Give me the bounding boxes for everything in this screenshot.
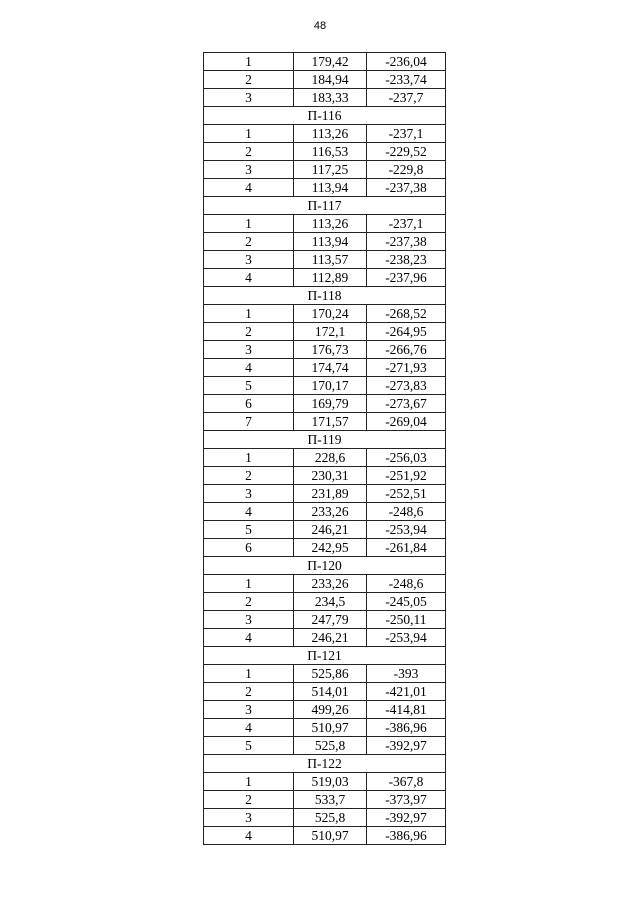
table-row	[204, 89, 446, 107]
section-header-row	[204, 287, 446, 305]
x-coordinate-cell: 514,01	[294, 683, 367, 701]
y-coordinate-cell: -273,83	[367, 377, 446, 395]
point-number-cell: 1	[204, 53, 294, 71]
point-number-cell: 3	[204, 701, 294, 719]
point-number-cell: 3	[204, 89, 294, 107]
point-number-cell: 5	[204, 737, 294, 755]
y-coordinate-cell: -269,04	[367, 413, 446, 431]
y-coordinate-cell: -245,05	[367, 593, 446, 611]
x-coordinate-cell: 519,03	[294, 773, 367, 791]
x-coordinate-cell: 113,26	[294, 215, 367, 233]
table-row	[204, 359, 446, 377]
x-coordinate-cell: 113,94	[294, 233, 367, 251]
x-coordinate-cell: 246,21	[294, 521, 367, 539]
x-coordinate-cell: 533,7	[294, 791, 367, 809]
section-title: П-118	[204, 287, 446, 305]
y-coordinate-cell: -237,38	[367, 233, 446, 251]
table-row	[204, 341, 446, 359]
table-row	[204, 53, 446, 71]
point-number-cell: 2	[204, 467, 294, 485]
y-coordinate-cell: -393	[367, 665, 446, 683]
point-number-cell: 3	[204, 251, 294, 269]
x-coordinate-cell: 170,24	[294, 305, 367, 323]
y-coordinate-cell: -237,96	[367, 269, 446, 287]
table-row	[204, 611, 446, 629]
table-row	[204, 791, 446, 809]
table-row	[204, 593, 446, 611]
point-number-cell: 6	[204, 395, 294, 413]
x-coordinate-cell: 113,94	[294, 179, 367, 197]
point-number-cell: 4	[204, 827, 294, 845]
table-row	[204, 233, 446, 251]
point-number-cell: 1	[204, 665, 294, 683]
point-number-cell: 6	[204, 539, 294, 557]
section-title: П-116	[204, 107, 446, 125]
x-coordinate-cell: 179,42	[294, 53, 367, 71]
y-coordinate-cell: -236,04	[367, 53, 446, 71]
table-row	[204, 251, 446, 269]
x-coordinate-cell: 184,94	[294, 71, 367, 89]
table-row	[204, 503, 446, 521]
point-number-cell: 2	[204, 683, 294, 701]
x-coordinate-cell: 233,26	[294, 503, 367, 521]
point-number-cell: 5	[204, 377, 294, 395]
point-number-cell: 1	[204, 305, 294, 323]
table-row	[204, 719, 446, 737]
point-number-cell: 2	[204, 593, 294, 611]
y-coordinate-cell: -237,1	[367, 215, 446, 233]
x-coordinate-cell: 116,53	[294, 143, 367, 161]
x-coordinate-cell: 113,57	[294, 251, 367, 269]
y-coordinate-cell: -386,96	[367, 719, 446, 737]
x-coordinate-cell: 247,79	[294, 611, 367, 629]
x-coordinate-cell: 510,97	[294, 719, 367, 737]
x-coordinate-cell: 172,1	[294, 323, 367, 341]
x-coordinate-cell: 234,5	[294, 593, 367, 611]
y-coordinate-cell: -238,23	[367, 251, 446, 269]
point-number-cell: 3	[204, 341, 294, 359]
y-coordinate-cell: -237,7	[367, 89, 446, 107]
x-coordinate-cell: 231,89	[294, 485, 367, 503]
section-header-row	[204, 431, 446, 449]
y-coordinate-cell: -386,96	[367, 827, 446, 845]
y-coordinate-cell: -248,6	[367, 575, 446, 593]
x-coordinate-cell: 510,97	[294, 827, 367, 845]
table-row	[204, 737, 446, 755]
x-coordinate-cell: 228,6	[294, 449, 367, 467]
x-coordinate-cell: 233,26	[294, 575, 367, 593]
point-number-cell: 4	[204, 359, 294, 377]
point-number-cell: 1	[204, 125, 294, 143]
page-number: 48	[313, 20, 327, 32]
y-coordinate-cell: -252,51	[367, 485, 446, 503]
x-coordinate-cell: 242,95	[294, 539, 367, 557]
y-coordinate-cell: -266,76	[367, 341, 446, 359]
point-number-cell: 4	[204, 179, 294, 197]
table-row	[204, 215, 446, 233]
x-coordinate-cell: 113,26	[294, 125, 367, 143]
table-row	[204, 143, 446, 161]
table-row	[204, 125, 446, 143]
section-title: П-117	[204, 197, 446, 215]
y-coordinate-cell: -233,74	[367, 71, 446, 89]
table-row	[204, 683, 446, 701]
y-coordinate-cell: -229,52	[367, 143, 446, 161]
point-number-cell: 7	[204, 413, 294, 431]
y-coordinate-cell: -421,01	[367, 683, 446, 701]
y-coordinate-cell: -271,93	[367, 359, 446, 377]
point-number-cell: 1	[204, 773, 294, 791]
x-coordinate-cell: 183,33	[294, 89, 367, 107]
x-coordinate-cell: 525,86	[294, 665, 367, 683]
coordinates-table	[203, 52, 446, 845]
table-row	[204, 521, 446, 539]
coordinates-table-body	[204, 53, 446, 845]
x-coordinate-cell: 169,79	[294, 395, 367, 413]
y-coordinate-cell: -253,94	[367, 629, 446, 647]
section-header-row	[204, 755, 446, 773]
table-row	[204, 629, 446, 647]
table-row	[204, 665, 446, 683]
point-number-cell: 4	[204, 629, 294, 647]
y-coordinate-cell: -250,11	[367, 611, 446, 629]
x-coordinate-cell: 171,57	[294, 413, 367, 431]
y-coordinate-cell: -264,95	[367, 323, 446, 341]
y-coordinate-cell: -373,97	[367, 791, 446, 809]
y-coordinate-cell: -268,52	[367, 305, 446, 323]
section-header-row	[204, 107, 446, 125]
table-row	[204, 485, 446, 503]
point-number-cell: 3	[204, 161, 294, 179]
y-coordinate-cell: -256,03	[367, 449, 446, 467]
table-row	[204, 161, 446, 179]
point-number-cell: 4	[204, 269, 294, 287]
section-title: П-119	[204, 431, 446, 449]
x-coordinate-cell: 174,74	[294, 359, 367, 377]
y-coordinate-cell: -367,8	[367, 773, 446, 791]
y-coordinate-cell: -251,92	[367, 467, 446, 485]
point-number-cell: 2	[204, 143, 294, 161]
x-coordinate-cell: 176,73	[294, 341, 367, 359]
table-row	[204, 377, 446, 395]
y-coordinate-cell: -414,81	[367, 701, 446, 719]
table-row	[204, 575, 446, 593]
table-row	[204, 305, 446, 323]
x-coordinate-cell: 117,25	[294, 161, 367, 179]
point-number-cell: 2	[204, 233, 294, 251]
table-row	[204, 413, 446, 431]
table-row	[204, 71, 446, 89]
point-number-cell: 1	[204, 215, 294, 233]
y-coordinate-cell: -253,94	[367, 521, 446, 539]
x-coordinate-cell: 499,26	[294, 701, 367, 719]
table-row	[204, 467, 446, 485]
point-number-cell: 4	[204, 503, 294, 521]
y-coordinate-cell: -392,97	[367, 809, 446, 827]
section-header-row	[204, 557, 446, 575]
y-coordinate-cell: -392,97	[367, 737, 446, 755]
point-number-cell: 2	[204, 791, 294, 809]
x-coordinate-cell: 230,31	[294, 467, 367, 485]
table-row	[204, 179, 446, 197]
x-coordinate-cell: 525,8	[294, 737, 367, 755]
point-number-cell: 4	[204, 719, 294, 737]
x-coordinate-cell: 170,17	[294, 377, 367, 395]
point-number-cell: 2	[204, 323, 294, 341]
table-row	[204, 323, 446, 341]
x-coordinate-cell: 112,89	[294, 269, 367, 287]
section-title: П-122	[204, 755, 446, 773]
point-number-cell: 3	[204, 611, 294, 629]
section-title: П-121	[204, 647, 446, 665]
y-coordinate-cell: -237,1	[367, 125, 446, 143]
section-header-row	[204, 197, 446, 215]
section-title: П-120	[204, 557, 446, 575]
table-row	[204, 701, 446, 719]
point-number-cell: 5	[204, 521, 294, 539]
y-coordinate-cell: -229,8	[367, 161, 446, 179]
table-row	[204, 269, 446, 287]
x-coordinate-cell: 246,21	[294, 629, 367, 647]
table-row	[204, 449, 446, 467]
y-coordinate-cell: -261,84	[367, 539, 446, 557]
section-header-row	[204, 647, 446, 665]
table-row	[204, 827, 446, 845]
point-number-cell: 1	[204, 575, 294, 593]
table-row	[204, 395, 446, 413]
x-coordinate-cell: 525,8	[294, 809, 367, 827]
table-row	[204, 809, 446, 827]
table-row	[204, 539, 446, 557]
y-coordinate-cell: -248,6	[367, 503, 446, 521]
point-number-cell: 2	[204, 71, 294, 89]
y-coordinate-cell: -237,38	[367, 179, 446, 197]
table-row	[204, 773, 446, 791]
y-coordinate-cell: -273,67	[367, 395, 446, 413]
point-number-cell: 1	[204, 449, 294, 467]
point-number-cell: 3	[204, 485, 294, 503]
point-number-cell: 3	[204, 809, 294, 827]
